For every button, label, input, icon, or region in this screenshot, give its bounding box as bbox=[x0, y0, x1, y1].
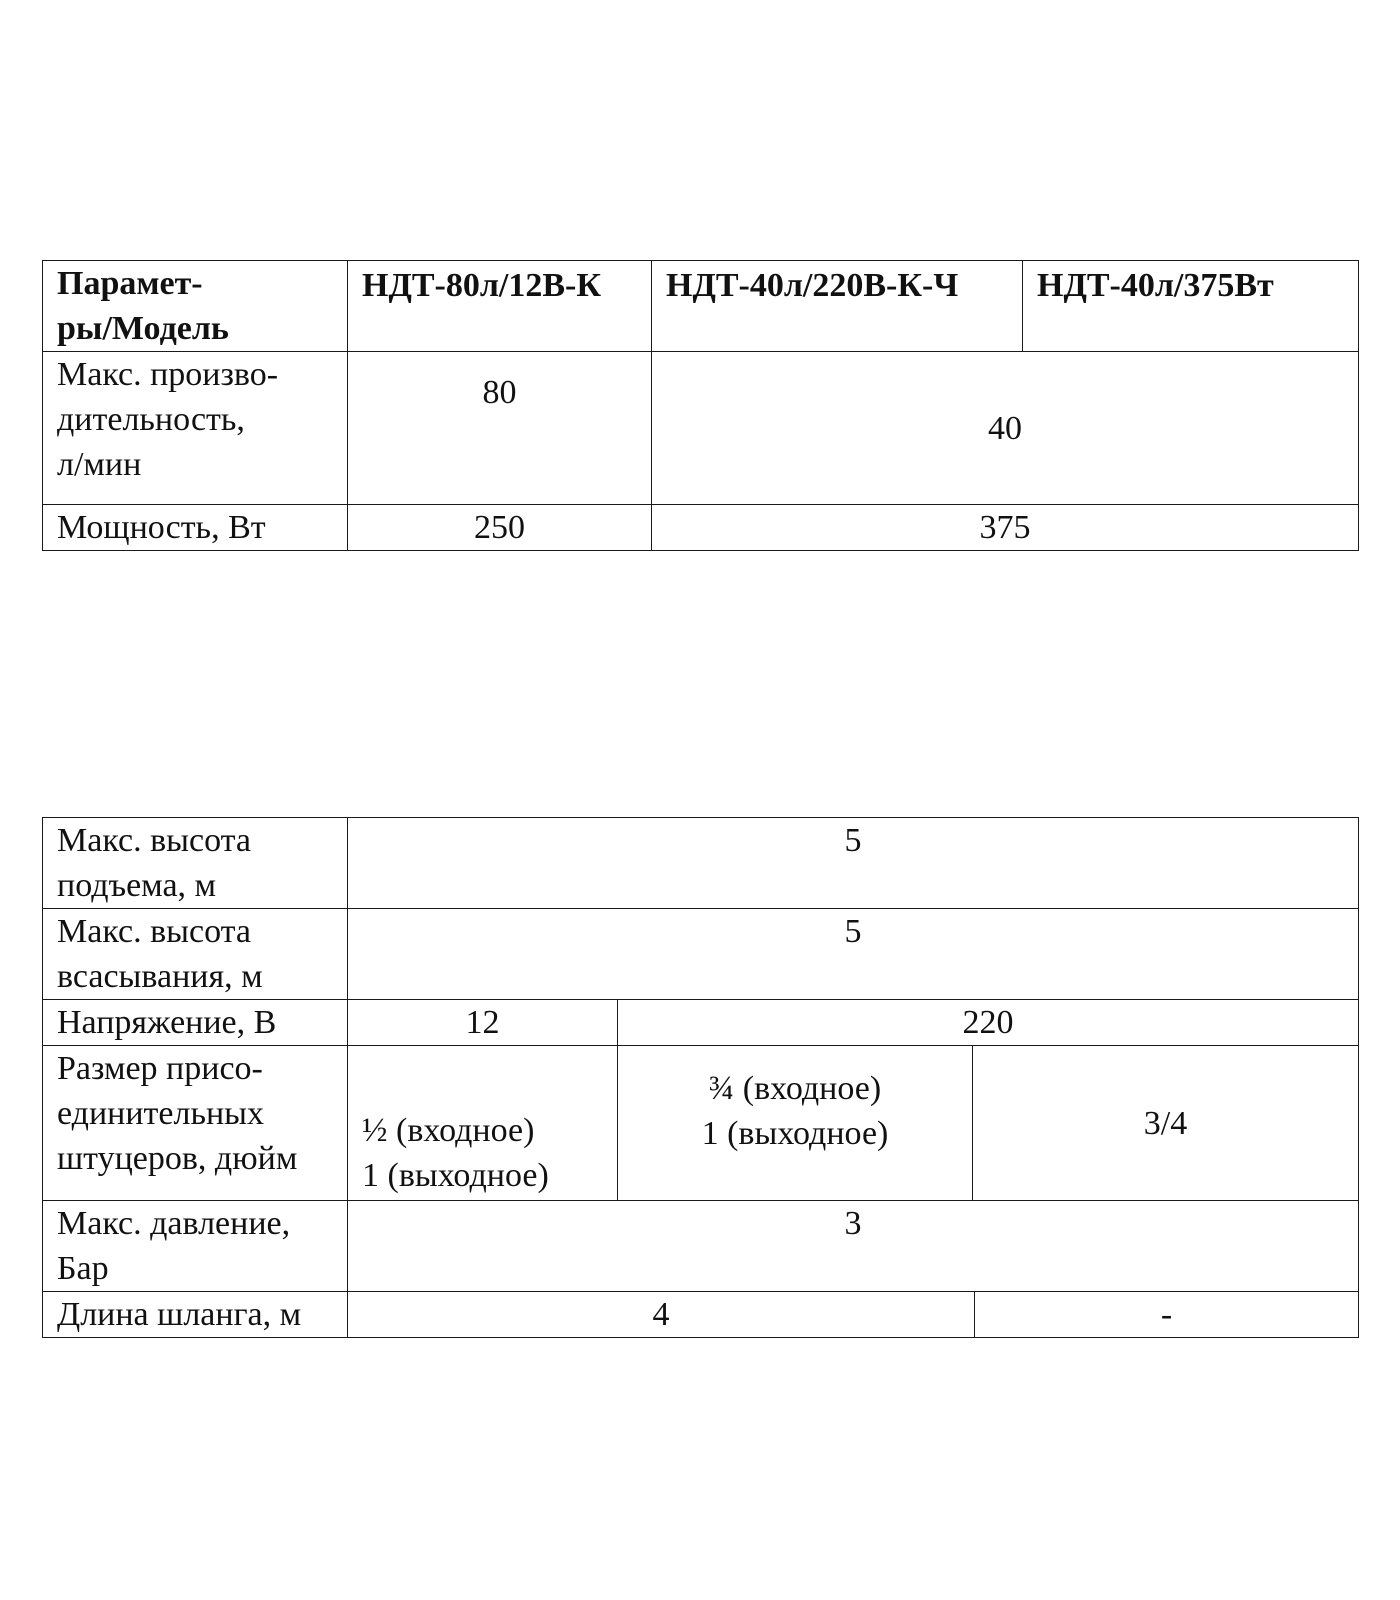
specs-table-2 bbox=[42, 817, 1359, 1338]
voltage-value-12: 12 bbox=[348, 1000, 618, 1046]
fittings-label: Размер присо- единительных штуцеров, дюйм bbox=[43, 1046, 348, 1201]
hose-length-value-c: - bbox=[975, 1292, 1359, 1338]
voltage-label: Напряжение, В bbox=[43, 1000, 348, 1046]
table-row bbox=[43, 1292, 1359, 1338]
hose-length-label: Длина шланга, м bbox=[43, 1292, 348, 1338]
fittings-value-b: ¾ (входное) 1 (выходное) bbox=[618, 1046, 973, 1201]
pressure-label: Макс. давление, Бар bbox=[43, 1201, 348, 1292]
power-value-80: 250 bbox=[348, 505, 652, 551]
table-row bbox=[43, 818, 1359, 909]
table-row bbox=[43, 909, 1359, 1000]
hose-length-value-ab: 4 bbox=[348, 1292, 975, 1338]
power-label: Мощность, Вт bbox=[43, 505, 348, 551]
fittings-value-c: 3/4 bbox=[973, 1046, 1359, 1201]
suction-height-value: 5 bbox=[348, 909, 1359, 1000]
specs-table-1 bbox=[42, 260, 1359, 551]
table-row bbox=[43, 1201, 1359, 1292]
table-header-row bbox=[43, 261, 1359, 352]
lift-height-label: Макс. высота подъема, м bbox=[43, 818, 348, 909]
performance-value-80: 80 bbox=[348, 352, 652, 505]
model-header-1: НДТ-80л/12В-К bbox=[348, 261, 652, 352]
performance-label: Макс. произво- дительность, л/мин bbox=[43, 352, 348, 505]
voltage-value-220: 220 bbox=[618, 1000, 1359, 1046]
param-model-header: Парамет- ры/Модель bbox=[43, 261, 348, 352]
table-row bbox=[43, 1046, 1359, 1201]
pressure-value: 3 bbox=[348, 1201, 1359, 1292]
table-row bbox=[43, 1000, 1359, 1046]
performance-value-40: 40 bbox=[652, 352, 1359, 505]
suction-height-label: Макс. высота всасывания, м bbox=[43, 909, 348, 1000]
table-row bbox=[43, 352, 1359, 505]
model-header-3: НДТ-40л/375Вт bbox=[1023, 261, 1359, 352]
model-header-2: НДТ-40л/220В-К-Ч bbox=[652, 261, 1023, 352]
power-value-40: 375 bbox=[652, 505, 1359, 551]
lift-height-value: 5 bbox=[348, 818, 1359, 909]
fittings-value-a: ½ (входное) 1 (выходное) bbox=[348, 1046, 618, 1201]
table-row bbox=[43, 505, 1359, 551]
